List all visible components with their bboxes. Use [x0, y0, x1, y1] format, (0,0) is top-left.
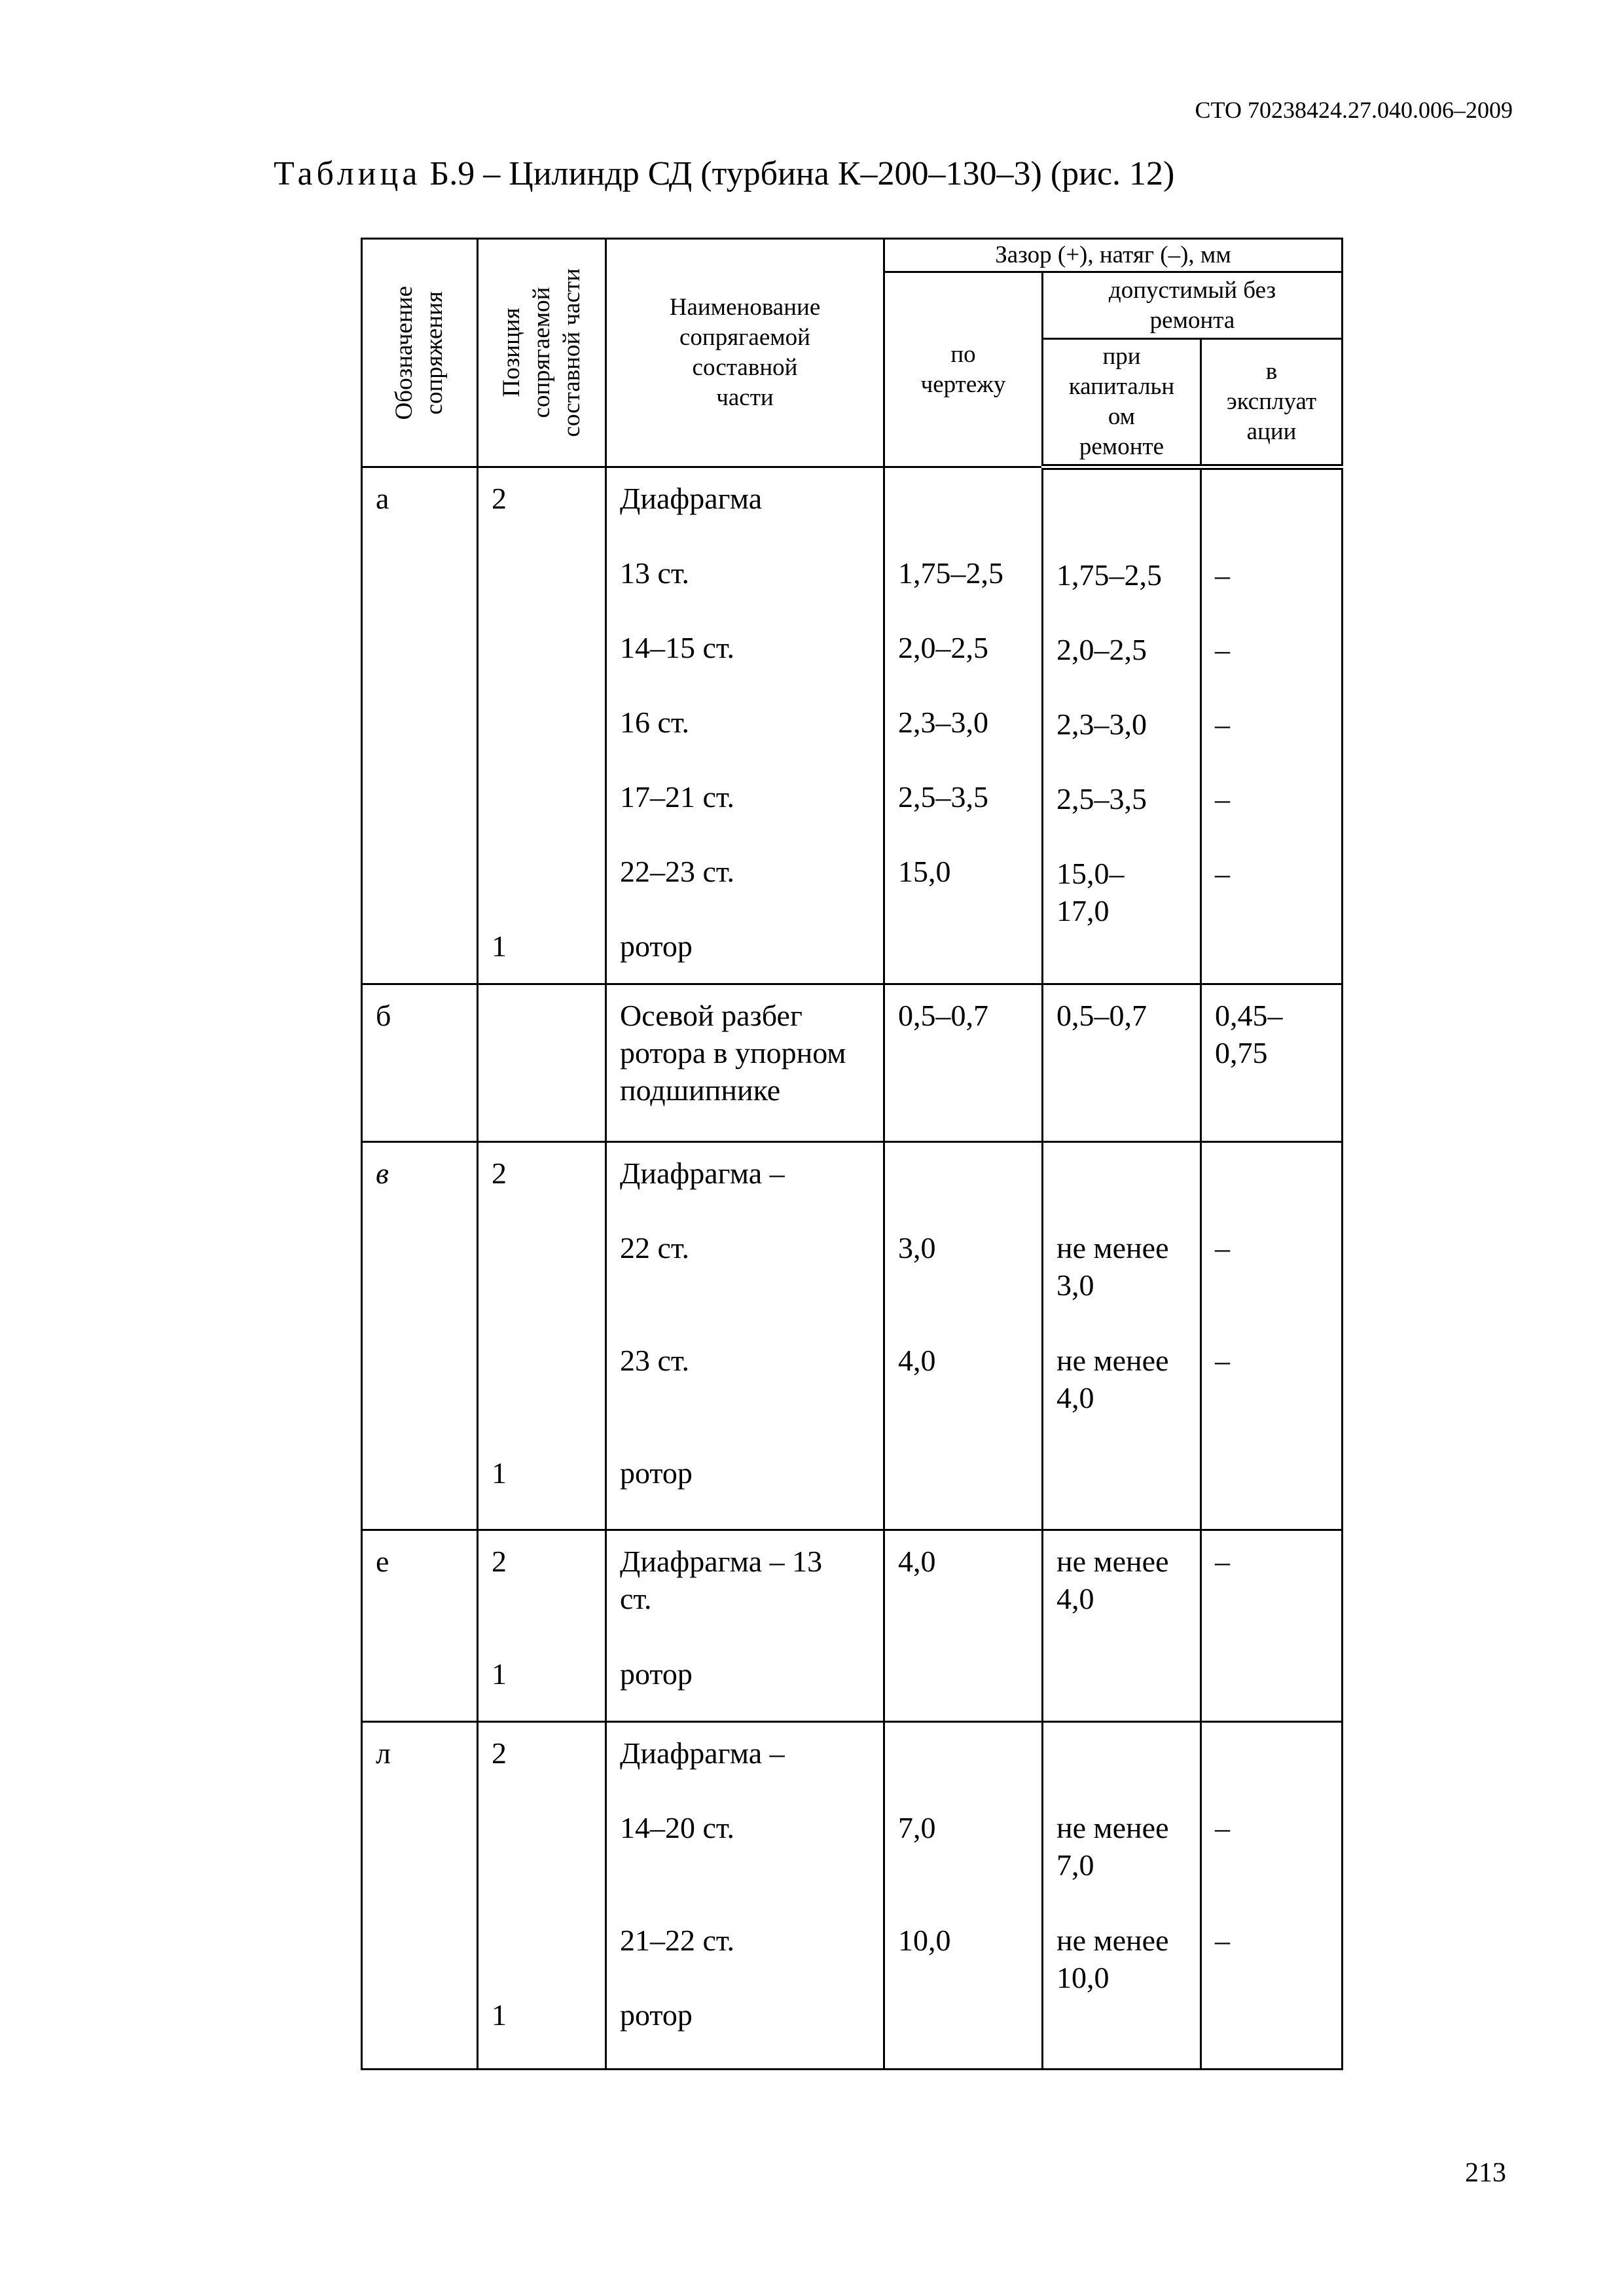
part-name: 14–15 ст.: [620, 631, 735, 664]
overhaul-clearance: [1056, 1454, 1187, 1529]
overhaul-clearance-cell: [1043, 984, 1201, 1142]
overhaul-clearance: [1056, 1996, 1187, 2068]
position-value: 1: [492, 1657, 507, 1691]
col-header-position: Позиция сопрягаемой составной части: [478, 239, 606, 467]
part-name: Диафрагма –: [620, 1736, 785, 1770]
position-value: [492, 997, 592, 1141]
position-value-cell: [478, 984, 606, 1142]
part-name: 21–22 ст.: [620, 1924, 735, 1957]
position-value: 2: [492, 1545, 507, 1578]
drawing-clearance-cell: [884, 1722, 1043, 2070]
joint-id: б: [376, 999, 391, 1032]
operation-clearance: –: [1215, 1545, 1230, 1578]
position-value: [492, 853, 592, 927]
position-value: [492, 629, 592, 704]
part-name-cell: [606, 467, 884, 984]
drawing-clearance-cell: [884, 467, 1043, 984]
position-value: 1: [492, 1998, 507, 2032]
part-name: 17–21 ст.: [620, 780, 735, 814]
table-row: [362, 984, 1343, 1142]
drawing-clearance: [898, 1454, 1028, 1529]
overhaul-clearance: 15,0– 17,0: [1056, 857, 1125, 927]
operation-clearance: –: [1215, 1344, 1230, 1377]
page-number: 213: [1465, 2158, 1506, 2188]
table-caption: [274, 154, 1174, 193]
document-code: СТО 70238424.27.040.006–2009: [1195, 97, 1513, 123]
operation-clearance: –: [1215, 1811, 1230, 1844]
part-name: Диафрагма: [620, 482, 763, 515]
caption-label: Таблица: [274, 155, 422, 192]
overhaul-clearance-cell: [1043, 1722, 1201, 2070]
position-value-cell: [478, 467, 606, 984]
col-header-joint: Обозначение сопряжения: [362, 239, 478, 467]
overhaul-clearance: 1,75–2,5: [1056, 558, 1162, 592]
operation-clearance-cell: [1201, 467, 1343, 984]
drawing-clearance: 10,0: [898, 1924, 951, 1957]
part-name: ротор: [620, 1456, 693, 1490]
drawing-clearance: 2,5–3,5: [898, 780, 988, 814]
overhaul-clearance: [1056, 929, 1187, 983]
position-value: [492, 554, 592, 629]
part-name: 22 ст.: [620, 1231, 690, 1265]
position-value-cell: [478, 1722, 606, 2070]
col-header-overhaul: при капитальн ом ремонте: [1043, 339, 1201, 467]
operation-clearance: [1215, 1734, 1328, 1809]
drawing-clearance: 0,5–0,7: [898, 999, 988, 1032]
part-name: Диафрагма –: [620, 1157, 785, 1190]
position-value: [492, 1229, 592, 1342]
operation-clearance: –: [1215, 633, 1230, 666]
overhaul-clearance: [1056, 1734, 1187, 1809]
drawing-clearance: [898, 480, 1028, 554]
position-value: [492, 1922, 592, 1996]
operation-clearance: –: [1215, 857, 1230, 890]
part-name-cell: [606, 1142, 884, 1530]
drawing-clearance-cell: [884, 1530, 1043, 1722]
position-value: 2: [492, 1736, 507, 1770]
part-name-cell: [606, 984, 884, 1142]
operation-clearance: [1215, 1454, 1328, 1529]
part-name: ротор: [620, 929, 693, 963]
position-value-cell: [478, 1142, 606, 1530]
overhaul-clearance: не менее 4,0: [1056, 1545, 1169, 1615]
col-header-clearance-group: Зазор (+), натяг (–), мм: [884, 239, 1343, 272]
operation-clearance: 0,45– 0,75: [1215, 999, 1283, 1069]
operation-clearance: –: [1215, 1231, 1230, 1265]
col-header-operation: в эксплуат ации: [1201, 339, 1343, 467]
part-name: 14–20 ст.: [620, 1811, 735, 1844]
drawing-clearance-cell: [884, 984, 1043, 1142]
overhaul-clearance: 2,0–2,5: [1056, 633, 1147, 666]
overhaul-clearance-cell: [1043, 1530, 1201, 1722]
position-value: 1: [492, 929, 507, 963]
joint-id-cell: [362, 1530, 478, 1722]
drawing-clearance: [898, 1655, 1028, 1721]
position-value: [492, 1342, 592, 1454]
overhaul-clearance: не менее 3,0: [1056, 1231, 1169, 1302]
operation-clearance: [1215, 482, 1328, 556]
overhaul-clearance: не менее 4,0: [1056, 1344, 1169, 1414]
drawing-clearance: [898, 927, 1028, 981]
position-value: 2: [492, 482, 507, 515]
table-body: [362, 467, 1343, 2070]
operation-clearance: –: [1215, 782, 1230, 816]
table-row: [362, 1142, 1343, 1530]
position-value: [492, 704, 592, 778]
joint-id-cell: [362, 1722, 478, 2070]
clearance-table: [361, 238, 1343, 2070]
table-row: [362, 1722, 1343, 2070]
col-header-part-name: Наименование сопрягаемой составной части: [606, 239, 884, 467]
operation-clearance-cell: [1201, 1722, 1343, 2070]
part-name-cell: [606, 1530, 884, 1722]
drawing-clearance: [898, 1155, 1028, 1229]
drawing-clearance-cell: [884, 1142, 1043, 1530]
part-name: 13 ст.: [620, 556, 690, 590]
overhaul-clearance: [1056, 1155, 1187, 1229]
joint-id: л: [376, 1736, 391, 1770]
drawing-clearance: [898, 1996, 1028, 2068]
table-row: [362, 467, 1343, 984]
operation-clearance-cell: [1201, 984, 1343, 1142]
table-row: [362, 1530, 1343, 1722]
joint-id: е: [376, 1545, 389, 1578]
drawing-clearance: [898, 1734, 1028, 1809]
col-header-by-drawing: по чертежу: [884, 272, 1043, 467]
overhaul-clearance: 2,3–3,0: [1056, 708, 1147, 741]
overhaul-clearance: 2,5–3,5: [1056, 782, 1147, 816]
drawing-clearance: 2,3–3,0: [898, 706, 988, 739]
operation-clearance: [1215, 929, 1328, 983]
part-name: 16 ст.: [620, 706, 690, 739]
part-name: ротор: [620, 1998, 693, 2032]
position-value: 1: [492, 1456, 507, 1490]
drawing-clearance: 1,75–2,5: [898, 556, 1003, 590]
overhaul-clearance: [1056, 482, 1187, 556]
part-name: 22–23 ст.: [620, 855, 735, 888]
drawing-clearance: 2,0–2,5: [898, 631, 988, 664]
operation-clearance-cell: [1201, 1530, 1343, 1722]
drawing-clearance: 7,0: [898, 1811, 936, 1844]
operation-clearance: [1215, 1996, 1328, 2068]
joint-id: в: [376, 1157, 389, 1190]
part-name: 23 ст.: [620, 1344, 690, 1377]
operation-clearance: –: [1215, 558, 1230, 592]
drawing-clearance: 4,0: [898, 1344, 936, 1377]
table-header: [362, 239, 1343, 467]
part-name: Диафрагма – 13 ст.: [620, 1545, 823, 1615]
operation-clearance: –: [1215, 708, 1230, 741]
part-name-cell: [606, 1722, 884, 2070]
part-name: ротор: [620, 1657, 693, 1691]
caption-text: Б.9 – Цилиндр СД (турбина К–200–130–3) (рис. 12): [421, 155, 1175, 192]
col-header-allowed-group: допустимый без ремонта: [1043, 272, 1343, 339]
drawing-clearance: 4,0: [898, 1545, 936, 1578]
overhaul-clearance-cell: [1043, 467, 1201, 984]
drawing-clearance: 3,0: [898, 1231, 936, 1265]
joint-id-cell: [362, 984, 478, 1142]
operation-clearance: [1215, 1155, 1328, 1229]
overhaul-clearance-cell: [1043, 1142, 1201, 1530]
overhaul-clearance: [1056, 1655, 1187, 1721]
joint-id: а: [376, 482, 389, 515]
overhaul-clearance: не менее 10,0: [1056, 1924, 1169, 1994]
position-value: [492, 778, 592, 853]
joint-id-cell: [362, 467, 478, 984]
operation-clearance: [1215, 1655, 1328, 1721]
overhaul-clearance: 0,5–0,7: [1056, 999, 1147, 1032]
operation-clearance: –: [1215, 1924, 1230, 1957]
joint-id-cell: [362, 1142, 478, 1530]
position-value: [492, 1809, 592, 1922]
operation-clearance-cell: [1201, 1142, 1343, 1530]
overhaul-clearance: не менее 7,0: [1056, 1811, 1169, 1882]
drawing-clearance: 15,0: [898, 855, 951, 888]
position-value: 2: [492, 1157, 507, 1190]
part-name: Осевой разбег ротора в упорном подшипнике: [620, 999, 846, 1107]
position-value-cell: [478, 1530, 606, 1722]
